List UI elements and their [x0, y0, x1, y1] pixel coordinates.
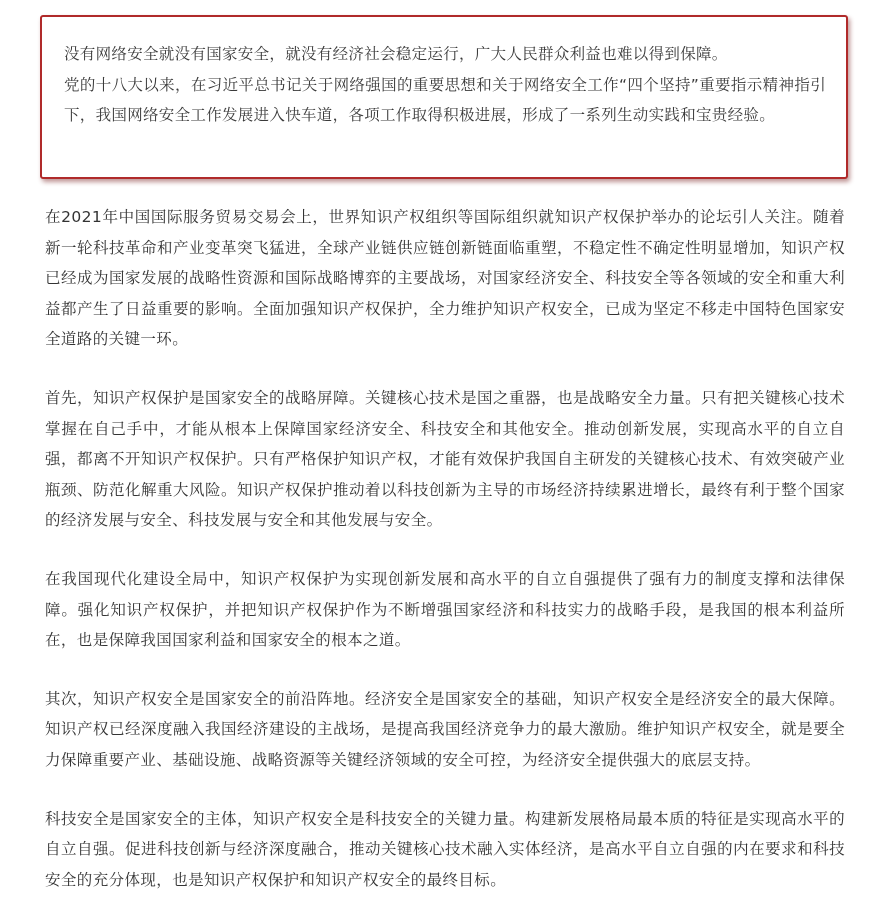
quote-box: [40, 15, 848, 179]
article-paragraph-2: 首先，知识产权保护是国家安全的战略屏障。关键核心技术是国之重器，也是战略安全力量。只有把关键核心技术掌握在自己手中，才能从根本上保障国家经济安全、科技安全和其他安全。推动创新发展，实现高水平的自立自强，都离不开知识产权保护。只有严格保护知识产权，才能有效保护我国自主研发的关键核心技术、有效突破产业瓶颈、防范化解重大风险。知识产权保护推动着以科技创新为主导的市场经济持续累进增长，最终有利于整个国家的经济发展与安全、科技发展与安全和其他发展与安全。: [45, 388, 845, 530]
article-paragraph-3: 在我国现代化建设全局中，知识产权保护为实现创新发展和高水平的自立自强提供了强有力的制度支撑和法律保障。强化知识产权保护，并把知识产权保护作为不断增强国家经济和科技实力的战略手段，是我国的根本利益所在，也是保障我国国家利益和国家安全的根本之道。: [45, 569, 845, 650]
quote-paragraph-1: 没有网络安全就没有国家安全，就没有经济社会稳定运行，广大人民群众利益也难以得到保障。: [64, 45, 728, 63]
article-paragraph-5: 科技安全是国家安全的主体，知识产权安全是科技安全的关键力量。构建新发展格局最本质的特征是实现高水平的自立自强。促进科技创新与经济深度融合，推动关键核心技术融入实体经济，是高水平自立自强的内在要求和科技安全的充分体现，也是知识产权保护和知识产权安全的最终目标。: [45, 809, 845, 889]
article-body: [45, 202, 845, 923]
article-paragraph-4: 其次，知识产权安全是国家安全的前沿阵地。经济安全是国家安全的基础，知识产权安全是经济安全的最大保障。知识产权已经深度融入我国经济建设的主战场，是提高我国经济竞争力的最大激励。维护知识产权安全，就是要全力保障重要产业、基础设施、战略资源等关键经济领域的安全可控，为经济安全提供强大的底层支持。: [45, 689, 845, 769]
article-paragraph-1: 在2021年中国国际服务贸易交易会上，世界知识产权组织等国际组织就知识产权保护举办的论坛引人关注。随着新一轮科技革命和产业变革突飞猛进，全球产业链供应链创新链面临重塑，不稳定性不确定性明显增加，知识产权已经成为国家发展的战略性资源和国际战略博弈的主要战场，对国家经济安全、科技安全等各领域的安全和重大利益都产生了日益重要的影响。全面加强知识产权保护，全力维护知识产权安全，已成为坚定不移走中国特色国家安全道路的关键一环。: [45, 208, 845, 349]
quote-paragraph-2: 党的十八大以来，在习近平总书记关于网络强国的重要思想和关于网络安全工作“四个坚持”重要指示精神指引下，我国网络安全工作发展进入快车道，各项工作取得积极进展，形成了一系列生动实践和宝贵经验。: [64, 76, 826, 124]
